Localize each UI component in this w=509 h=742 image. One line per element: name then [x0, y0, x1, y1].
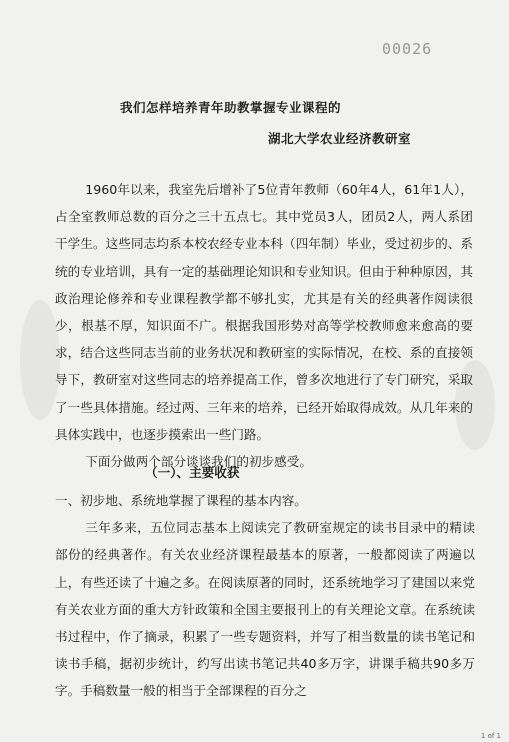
archive-number-stamp: 00026 [382, 40, 433, 58]
paragraph: 三年多来，五位同志基本上阅读完了教研室规定的读书目录中的精读部份的经典著作。有关农业经济课程最基本的原著，一般都阅读了两遍以上，有些还读了十遍之多。在阅读原著的同时，还系统地学习了建国以来党有关农业方面的重大方针政策和全国主要报刊上的有关理论文章。在系统读书过程中，作了摘录，积累了一些专题资料，并写了相当数量的读书笔记和读书手稿，据初步统计，约写出读书笔记共40多万字，讲课手稿共90多万字。手稿数量一般的相当于全部课程的百分之 [55, 520, 475, 699]
paragraph: 下面分做两个部分谈谈我们的初步感受。 [85, 454, 312, 470]
section-heading: （一）、主要收获 [145, 465, 240, 480]
document-title: 我们怎样培养青年助教掌握专业课程的 [120, 100, 342, 115]
subsection-heading: 一、初步地、系统地掌握了课程的基本内容。 [55, 493, 307, 508]
paragraph: 1960年以来，我室先后增补了5位青年教师（60年4人，61年1人），占全室教师总数的百分之三十五点七。其中党员3人，团员2人，两人系团干学生。这些同志均系本校农经专业本科（四年制）毕业，受过初步的、系统的专业培训，具有一定的基础理论知识和专业知识。但由于种种原因，其政治理论修养和专业课程教学都不够扎实，尤其是有关的经典著作阅读很少，根基不厚，知识面不广。根据我国形势对高等学校教师愈来愈高的要求，结合这些同志当前的业务状况和教研室的实际情况，在校、系的直接领导下，教研室对这些同志的培养提高工作，曾多次地进行了专门研究，采取了一些具体措施。经过两、三年来的培养，已经开始取得成效。从几年来的具体实践中，也逐步摸索出一些门路。 [55, 182, 473, 442]
intro-text [55, 176, 473, 475]
document-organization: 湖北大学农业经济教研室 [268, 131, 412, 146]
page-indicator: 1 of 1 [480, 732, 501, 740]
section-text [55, 487, 475, 705]
paper-smudge [20, 300, 60, 420]
